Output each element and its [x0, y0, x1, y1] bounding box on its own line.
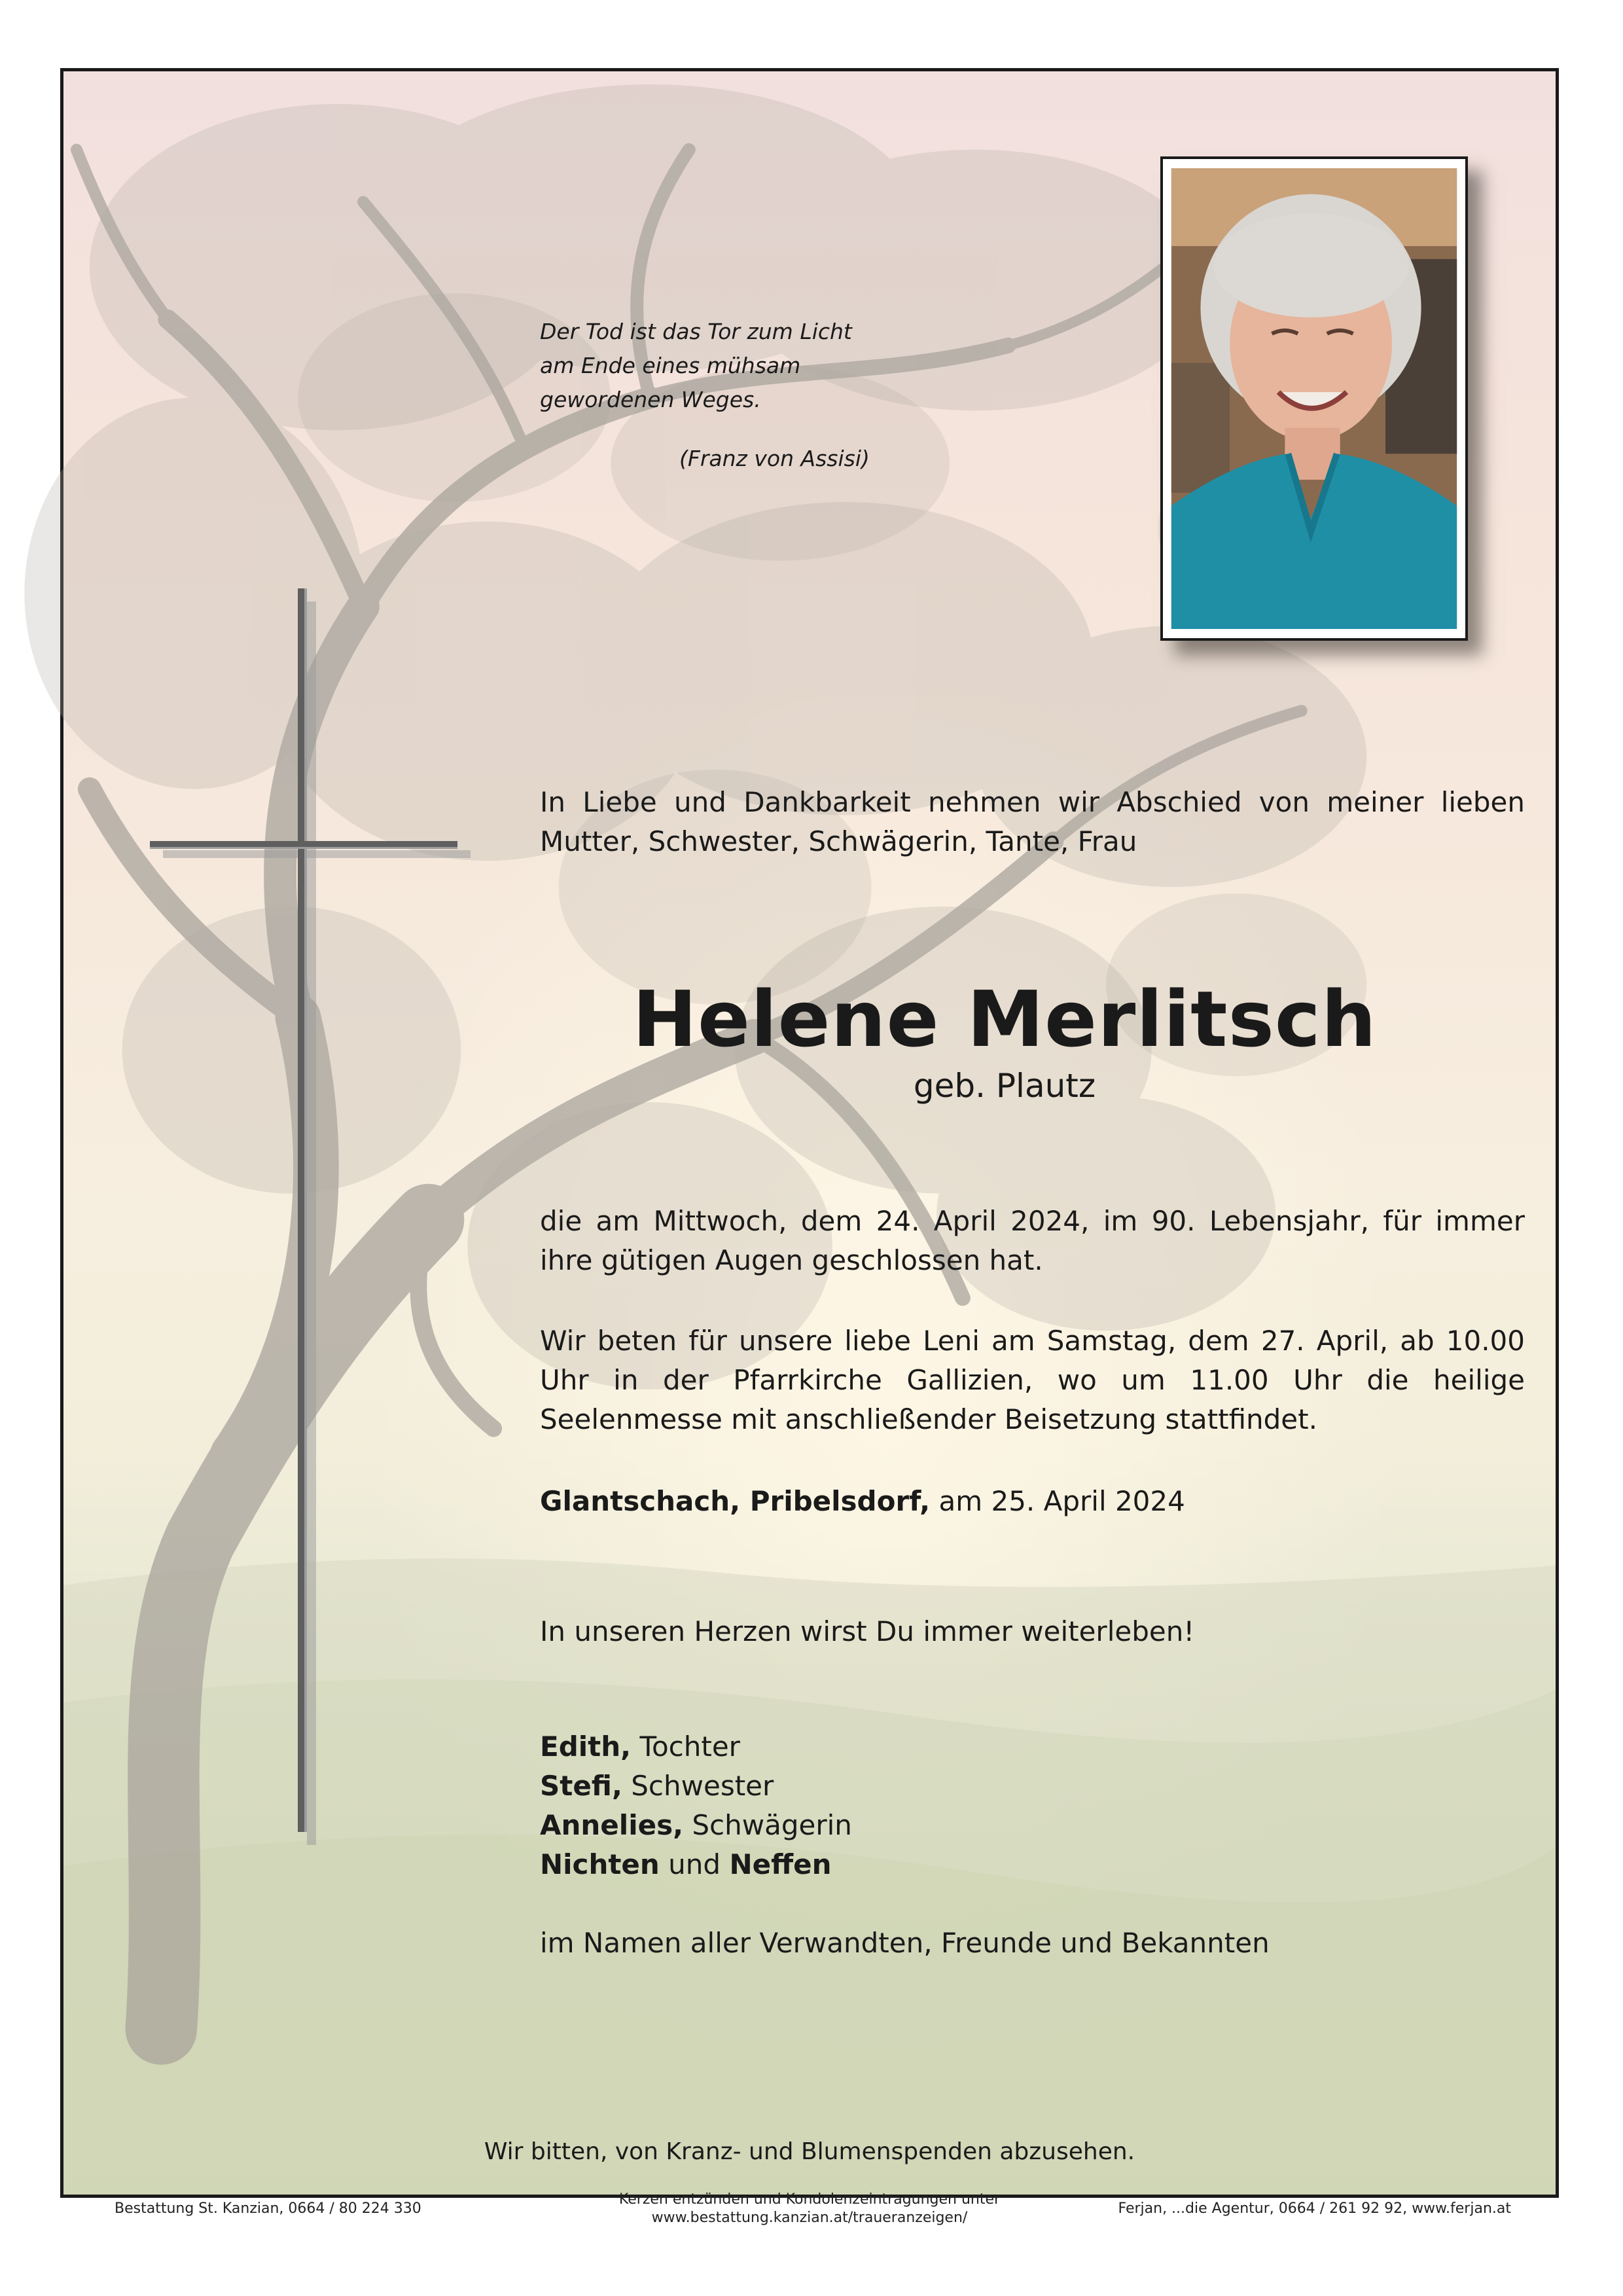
- place: Glantschach, Pribelsdorf,: [540, 1485, 931, 1517]
- service-notice: [540, 1321, 1525, 1439]
- place-date-line: [540, 1482, 1525, 1521]
- mourner-name: Annelies,: [540, 1809, 684, 1841]
- quote-line-1: Der Tod ist das Tor zum Licht: [540, 319, 852, 344]
- farewell-text: In unseren Herzen wirst Du immer weiterleben!: [540, 1615, 1195, 1647]
- footer-condolences-url[interactable]: www.bestattung.kanzian.at/traueranzeigen/: [651, 2210, 968, 2226]
- farewell-line: [540, 1612, 1525, 1651]
- mourner-relation: Schwägerin: [692, 1809, 852, 1841]
- donation-request: Wir bitten, von Kranz- und Blumenspenden abzusehen.: [484, 2138, 1135, 2165]
- mourner-item: [540, 1806, 1270, 1845]
- mourners-list: [540, 1727, 1270, 1963]
- cross-icon: [150, 588, 484, 1871]
- intro-text: [540, 783, 1525, 861]
- deceased-name: Helene Merlitsch: [632, 974, 1377, 1064]
- obituary-card: [60, 68, 1559, 2226]
- mourner-nephews: Neffen: [729, 1848, 832, 1880]
- footer-agency: Ferjan, ...die Agentur, 0664 / 261 92 92, www.ferjan.at: [1118, 2200, 1511, 2217]
- quote-line-3: gewordenen Weges.: [540, 387, 761, 412]
- quote-block: [540, 315, 959, 476]
- mourner-relation: Tochter: [639, 1731, 740, 1763]
- mourner-joiner: und: [668, 1848, 721, 1880]
- mourner-item: [540, 1767, 1270, 1806]
- portrait-photo: [1172, 168, 1456, 629]
- closing-line: im Namen aller Verwandten, Freunde und Bekannten: [540, 1927, 1270, 1959]
- quote-source: (Franz von Assisi): [679, 446, 870, 471]
- footer-condolences-line-1: Kerzen entzünden und Kondolenzeintragungen unter: [618, 2191, 1001, 2208]
- intro-paragraph: In Liebe und Dankbarkeit nehmen wir Abschied von meiner lieben Mutter, Schwester, Schwägerin, Tante, Frau: [540, 786, 1525, 857]
- mourner-item: [540, 1727, 1270, 1767]
- mourner-relation: Schwester: [631, 1770, 774, 1802]
- mourner-name: Edith,: [540, 1731, 632, 1763]
- death-notice-paragraph: die am Mittwoch, dem 24. April 2024, im 90. Lebensjahr, für immer ihre gütigen Augen geschlossen hat.: [540, 1205, 1525, 1276]
- quote-line-2: am Ende eines mühsam: [540, 353, 801, 378]
- death-notice: [540, 1202, 1525, 1280]
- portrait-frame: [1160, 156, 1468, 641]
- footer-funeral-home: Bestattung St. Kanzian, 0664 / 80 224 330: [115, 2200, 421, 2217]
- mourner-item: [540, 1845, 1270, 1884]
- mourner-nieces: Nichten: [540, 1848, 660, 1880]
- maiden-name: geb. Plautz: [913, 1067, 1096, 1105]
- mourner-name: Stefi,: [540, 1770, 622, 1802]
- date: am 25. April 2024: [938, 1485, 1185, 1517]
- service-notice-paragraph: Wir beten für unsere liebe Leni am Samstag, dem 27. April, ab 10.00 Uhr in der Pfarrkirche Gallizien, wo um 11.00 Uhr die heilige Seelenmesse mit anschließender Beisetzung stattfindet.: [540, 1325, 1525, 1435]
